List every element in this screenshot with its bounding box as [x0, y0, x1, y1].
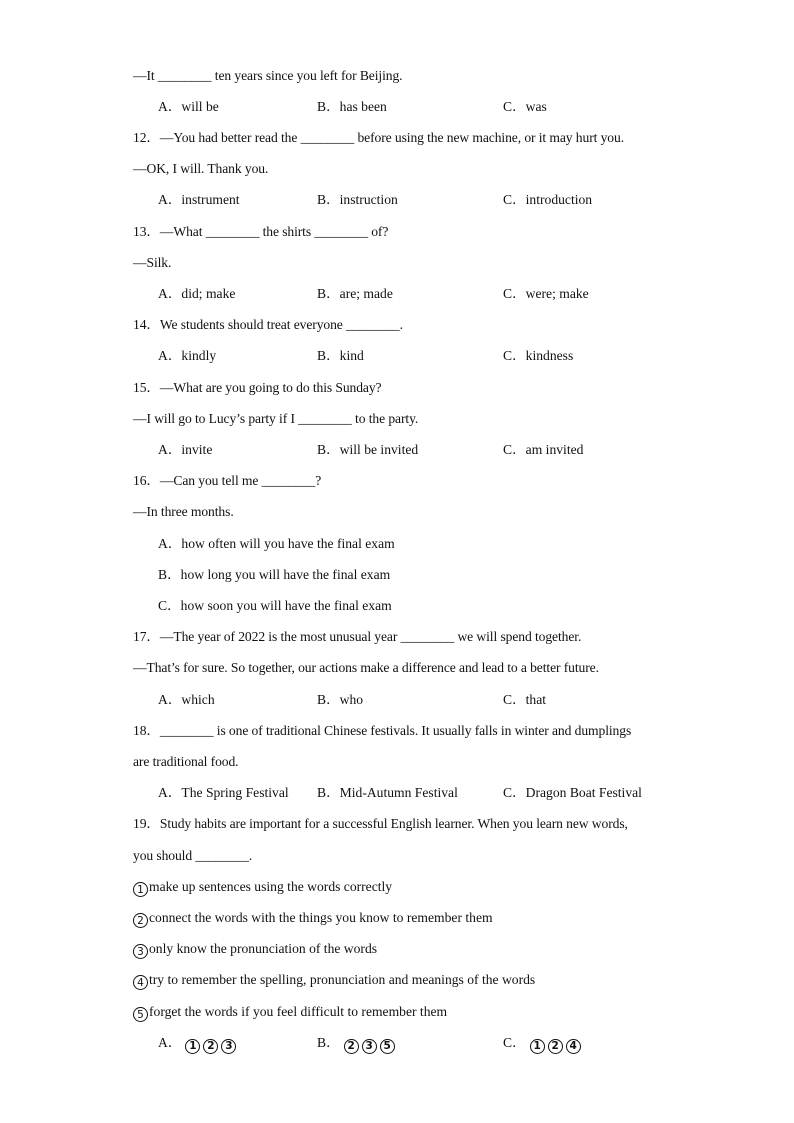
- q16-option-a[interactable]: A．how often will you have the final exam: [158, 536, 395, 551]
- circled-number-icon: 3: [133, 944, 148, 959]
- circled-number-icon: 2: [344, 1039, 359, 1054]
- q19-stem: 19．Study habits are important for a successful English learner. When you learn new words,: [133, 816, 628, 831]
- q18-stem: 18．________ is one of traditional Chinese festivals. It usually falls in winter and dumplings: [133, 723, 632, 738]
- q16-option-b[interactable]: B．how long you will have the final exam: [158, 567, 391, 582]
- q15-options: [158, 442, 718, 458]
- q12-option-b[interactable]: B．instruction: [317, 192, 398, 207]
- circled-number-icon: 2: [133, 913, 148, 928]
- q18-option-b[interactable]: B．Mid-Autumn Festival: [317, 785, 458, 800]
- q18-option-c[interactable]: C．Dragon Boat Festival: [503, 785, 642, 800]
- circled-number-icon: 4: [566, 1039, 581, 1054]
- q19-item-4: [133, 972, 535, 990]
- circled-number-icon: 2: [548, 1039, 563, 1054]
- q11-option-c[interactable]: C．was: [503, 99, 547, 114]
- q19-option-c[interactable]: [503, 1035, 584, 1054]
- q12-response: —OK, I will. Thank you.: [133, 161, 269, 176]
- q18-option-a[interactable]: A．The Spring Festival: [158, 785, 289, 800]
- circled-number-icon: 1: [185, 1039, 200, 1054]
- q15-option-c[interactable]: C．am invited: [503, 442, 584, 457]
- q13-options: [158, 286, 718, 302]
- q14-option-c[interactable]: C．kindness: [503, 348, 574, 363]
- q12-option-c[interactable]: C．introduction: [503, 192, 593, 207]
- q16-response: —In three months.: [133, 504, 234, 519]
- q13-response: —Silk.: [133, 255, 172, 270]
- q14-options: [158, 348, 718, 364]
- q19-item-text: forget the words if you feel difficult to remember them: [149, 1004, 448, 1019]
- q17-option-c[interactable]: C．that: [503, 692, 547, 707]
- q11-option-a[interactable]: A．will be: [158, 99, 219, 114]
- option-letter: B．: [317, 1035, 340, 1050]
- q13-option-a[interactable]: A．did; make: [158, 286, 236, 301]
- q19-item-2: [133, 910, 493, 928]
- q18-stem-continued: are traditional food.: [133, 754, 239, 769]
- q17-options: [158, 692, 718, 708]
- q12-option-a[interactable]: A．instrument: [158, 192, 240, 207]
- q14-stem: 14．We students should treat everyone ________.: [133, 317, 403, 332]
- circled-number-icon: 4: [133, 975, 148, 990]
- q19-option-b[interactable]: [317, 1035, 398, 1054]
- circled-number-icon: 1: [133, 882, 148, 897]
- q18-options: [158, 785, 718, 801]
- circled-number-icon: 3: [362, 1039, 377, 1054]
- q15-option-a[interactable]: A．invite: [158, 442, 213, 457]
- option-letter: A．: [158, 1035, 182, 1050]
- q16-stem: 16．—Can you tell me ________?: [133, 473, 322, 488]
- option-letter: C．: [503, 1035, 526, 1050]
- circled-number-icon: 3: [221, 1039, 236, 1054]
- circled-number-icon: 2: [203, 1039, 218, 1054]
- q17-option-b[interactable]: B．who: [317, 692, 364, 707]
- q19-item-5: [133, 1004, 447, 1022]
- q17-response: —That’s for sure. So together, our actions make a difference and lead to a better future.: [133, 660, 599, 675]
- q19-option-a[interactable]: [158, 1035, 239, 1054]
- q17-stem: 17．—The year of 2022 is the most unusual year ________ we will spend together.: [133, 629, 582, 644]
- q15-response: —I will go to Lucy’s party if I ________ to the party.: [133, 411, 419, 426]
- q15-stem: 15．—What are you going to do this Sunday?: [133, 380, 382, 395]
- q11-option-b[interactable]: B．has been: [317, 99, 387, 114]
- q12-options: [158, 192, 718, 208]
- q19-item-1: [133, 879, 392, 897]
- q19-stem-continued: you should ________.: [133, 848, 253, 863]
- q19-item-3: [133, 941, 377, 959]
- circled-number-icon: 5: [380, 1039, 395, 1054]
- q13-option-c[interactable]: C．were; make: [503, 286, 589, 301]
- q19-item-text: try to remember the spelling, pronunciation and meanings of the words: [149, 972, 536, 987]
- q16-option-c[interactable]: C．how soon you will have the final exam: [158, 598, 392, 613]
- q19-options: [158, 1035, 718, 1051]
- q11-options: [158, 99, 718, 115]
- q12-stem: 12．—You had better read the ________ before using the new machine, or it may hurt you.: [133, 130, 624, 145]
- q13-option-b[interactable]: B．are; made: [317, 286, 393, 301]
- q17-option-a[interactable]: A．which: [158, 692, 215, 707]
- q14-option-b[interactable]: B．kind: [317, 348, 364, 363]
- q14-option-a[interactable]: A．kindly: [158, 348, 217, 363]
- q19-item-text: connect the words with the things you know to remember them: [149, 910, 493, 925]
- q19-item-text: only know the pronunciation of the words: [149, 941, 378, 956]
- q13-stem: 13．—What ________ the shirts ________ of?: [133, 224, 389, 239]
- q19-item-text: make up sentences using the words correctly: [149, 879, 393, 894]
- circled-number-icon: 5: [133, 1007, 148, 1022]
- circled-number-icon: 1: [530, 1039, 545, 1054]
- q15-option-b[interactable]: B．will be invited: [317, 442, 419, 457]
- q11-stem: —It ________ ten years since you left for Beijing.: [133, 68, 403, 83]
